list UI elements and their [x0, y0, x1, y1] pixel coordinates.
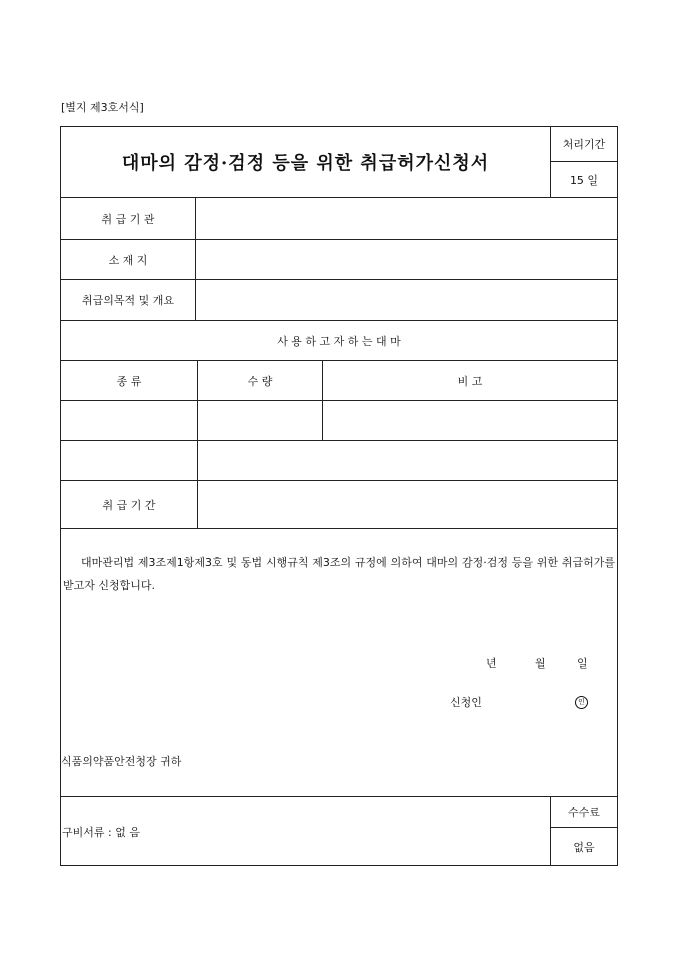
date-year-label: 년 — [486, 657, 497, 670]
form-number-label: [별지 제3호서식] — [61, 101, 144, 114]
kind-field[interactable] — [61, 401, 197, 440]
application-statement: 대마관리법 제3조제1항제3호 및 동법 시행규칙 제3조의 규정에 의하여 대마의 감정·검정 등을 위한 취급허가를 받고자 신청합니다. — [63, 556, 615, 592]
purpose-field[interactable] — [196, 280, 617, 320]
handling-period-field[interactable] — [198, 481, 617, 528]
location-field[interactable] — [196, 240, 617, 279]
note-column-header: 비 고 — [457, 374, 483, 388]
handling-org-field[interactable] — [196, 198, 617, 239]
kind-column-header: 종 류 — [116, 374, 142, 388]
processing-period-value: 15 일 — [569, 173, 599, 187]
note-field[interactable] — [323, 441, 617, 480]
applicant-label: 신청인 — [450, 696, 482, 709]
date-day-label: 일 — [577, 657, 588, 670]
quantity-field[interactable] — [198, 441, 322, 480]
application-form — [60, 126, 618, 866]
seal-icon: 인 — [575, 696, 588, 709]
date-month-label: 월 — [535, 657, 546, 670]
fee-value: 없음 — [573, 841, 595, 854]
form-title: 대마의 감정·검정 등을 위한 취급허가신청서 — [121, 153, 490, 174]
seal-mark — [575, 694, 588, 709]
recipient: 식품의약품안전청장 귀하 — [61, 755, 182, 768]
note-field[interactable] — [323, 401, 617, 440]
divider — [61, 528, 617, 529]
location-label: 소 재 지 — [108, 253, 148, 267]
processing-period-label: 처리기간 — [562, 138, 606, 151]
purpose-label: 취급의목적 및 개요 — [81, 294, 174, 307]
kind-field[interactable] — [61, 441, 197, 480]
attachments-note: 구비서류 : 없 음 — [62, 825, 140, 839]
quantity-column-header: 수 량 — [247, 374, 273, 388]
fee-label: 수수료 — [568, 806, 600, 819]
handling-period-label: 취 급 기 간 — [102, 498, 156, 512]
cannabis-section-header: 사 용 하 고 자 하 는 대 마 — [277, 334, 401, 348]
handling-org-label: 취 급 기 관 — [101, 212, 155, 226]
quantity-field[interactable] — [198, 401, 322, 440]
